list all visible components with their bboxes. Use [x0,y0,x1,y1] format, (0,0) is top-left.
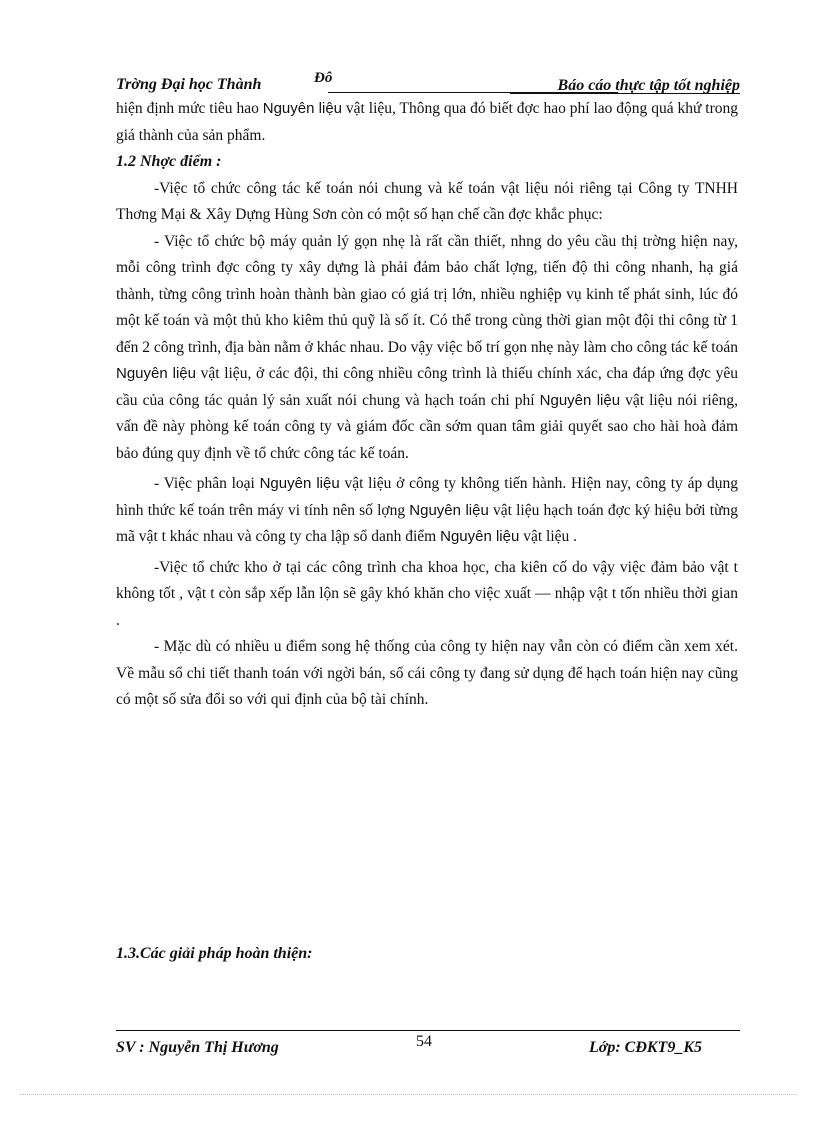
section-heading-1-2: 1.2 Nhợc điểm : [116,153,222,170]
term-nguyen-lieu: Nguyên liệu [539,391,621,409]
header-school: Trờng Đại học Thành [116,76,262,93]
page-header [116,70,740,96]
paragraph-classification: - Việc phân loại Nguyên liệu vật liệu ở công ty không tiến hành. Hiện nay, công ty áp dụng hình thức kế toán trên máy vi tính nên số lợng Nguyên liệu vật liệu hạch toán đợc ký hiệu bởi từng mã vật t khác nhau và công ty cha lập sổ danh điểm Nguyên liệu vật liệu . [116,475,739,545]
term-nguyen-lieu: Nguyên liệu [116,365,196,382]
body-text [116,96,738,714]
term-nguyen-lieu: Nguyên liệu [409,501,489,519]
paragraph-warehouse: -Việc tổ chức kho ở tại các công trình cha khoa học, cha kiên cố do vậy việc đảm bảo vật t không tốt , vật t còn sắp xếp lẫn lộn sẽ gây khó khăn cho việc xuất — nhập vật t tốn nhiều thời gian . [116,558,738,629]
section-heading-1-3: 1.3.Các giải pháp hoàn thiện: [116,945,313,962]
page-footer [116,1033,740,1061]
term-nguyen-lieu: Nguyên liệu [440,528,520,545]
footer-class: Lớp: CĐKT9_K5 [588,1039,702,1056]
paragraph-intro: hiện định mức tiêu hao Nguyên liệu vật liệu, Thông qua đó biết đợc hao phí lao động quá khứ trong giá thành của sản phẩm. [116,100,739,144]
page-number: 54 [416,1033,432,1050]
header-school-suffix: Đô [314,70,333,86]
paragraph-organization: - Việc tổ chức bộ máy quản lý gọn nhẹ là rất cần thiết, nhng do yêu cầu thị trờng hiện nay, mỗi công trình đợc công ty xây dựng là phải đảm bảo chất lợng, tiến độ thi công nhanh, hạ giá thành, từng công trình hoàn thành bàn giao có giá trị lớn, nhiều nghiệp vụ kinh tế phát sinh, lúc đó một kế toán và một thủ kho kiêm thủ quỹ là số ít. Có thể trong cùng thời gian một đội thi công từ 1 đến 2 công trình, địa bàn nằm ở khác nhau. Do vậy việc bố trí gọn nhẹ này làm cho công tác kế toán Nguyên liệu vật liệu, ở các đội, thi công nhiều công trình là thiếu chính xác, cha đáp ứng đợc yêu cầu của công tác quản lý sản xuất nói chung và hạch toán chi phí Nguyên liệu vật liệu nói riêng, vấn đề này phòng kế toán công ty và giám đốc cần sớm quan tâm giải quyết sao cho hài hoà đảm bảo đúng quy định về tổ chức công tác kế toán. [116,232,738,462]
footer-student: SV : Nguyễn Thị Hương [116,1039,279,1056]
paragraph-limitations: -Việc tổ chức công tác kế toán nói chung và kế toán vật liệu nói riêng tại Công ty TNHH Thơng Mại & Xây Dựng Hùng Sơn còn có một số hạn chế cần đợc khắc phục: [116,179,738,223]
page-bottom-divider [20,1094,796,1095]
term-nguyen-lieu: Nguyên liệu [259,475,340,492]
footer-rule [116,1030,740,1031]
term-nguyen-lieu: Nguyên liệu [262,100,343,117]
paragraph-ledger: - Mặc dù có nhiều u điểm song hệ thống của công ty hiện nay vẫn còn có điểm cần xem xét. Về mẫu sổ chi tiết thanh toán với ngời bán, sổ cái công ty đang sử dụng để hạch toán hiện nay cũng có một số sửa đổi so với qui định của bộ tài chính. [116,638,738,708]
header-report-title: Báo cáo thực tập tốt nghiệp [557,77,740,94]
